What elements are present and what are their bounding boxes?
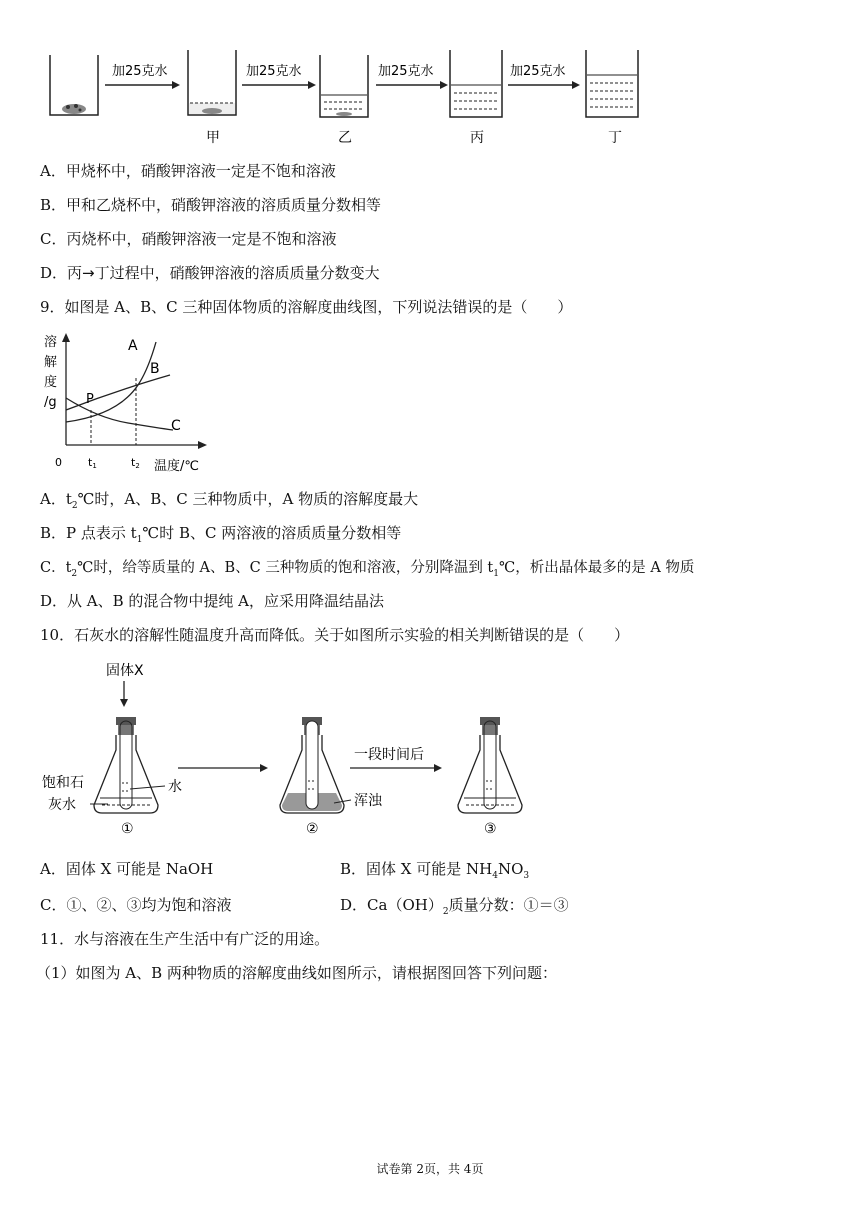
- arrow-label-1: 加25克水: [112, 64, 168, 79]
- turbid-label: 浑浊: [354, 793, 382, 809]
- ylabel-char-2: 解: [44, 355, 58, 370]
- q8-option-d: [40, 262, 380, 283]
- q9-option-c: C．$t_2℃$时，给等质量的 A、B、C 三种物质的饱和溶液，分别降温到 $t_1℃$，析出晶体最多的是 A 物质: [40, 560, 695, 579]
- q8-option-d-pre: D．丙: [40, 264, 83, 282]
- flask-1: [94, 717, 158, 813]
- t2-label: t2: [131, 456, 140, 470]
- saturated-label-1: 饱和石: [42, 775, 84, 791]
- q9-option-b: B．P 点表示 $t_1℃$时 B、C 两溶液的溶质质量分数相等: [40, 524, 402, 545]
- q10-option-d: D．$Ca(OH)_2$质量分数：①＝③: [340, 896, 569, 917]
- arrow-label-3: 加25克水: [378, 64, 434, 79]
- flask-number-1: ①: [121, 821, 134, 837]
- solid-x-label: 固体X: [106, 663, 144, 679]
- beaker-label-jia: 甲: [206, 130, 220, 146]
- ylabel-char-4: /g: [44, 395, 57, 410]
- ylabel-char-3: 度: [44, 375, 58, 390]
- q8-option-c: C．丙烧杯中，硝酸钾溶液一定是不饱和溶液: [40, 230, 337, 248]
- flask-number-2: ②: [306, 821, 319, 837]
- flask-2: [280, 717, 344, 813]
- q10-stem: 10．石灰水的溶解性随温度升高而降低。关于如图所示实验的相关判断错误的是（ ）: [40, 626, 630, 644]
- ylabel-char-1: 溶: [44, 335, 58, 350]
- q8-option-a: A．甲烧杯中，硝酸钾溶液一定是不饱和溶液: [40, 162, 336, 180]
- q8-option-d-post: 丁过程中，硝酸钾溶液的溶质质量分数变大: [94, 264, 380, 282]
- q9-option-d: D．从 A、B 的混合物中提纯 A，应采用降温结晶法: [40, 592, 385, 610]
- q9-stem: 9．如图是 A、B、C 三种固体物质的溶解度曲线图，下列说法错误的是（ ）: [40, 298, 573, 316]
- q11-subquestion-1: （1）如图为 A、B 两种物质的溶解度曲线如图所示，请根据图回答下列问题：: [36, 964, 557, 982]
- solubility-curve-graph: [38, 330, 218, 478]
- beaker-jia: [188, 50, 236, 115]
- q10-option-c: C．①、②、③均为饱和溶液: [40, 896, 232, 914]
- curve-b-label: B: [150, 361, 160, 377]
- origin-label: 0: [55, 456, 62, 469]
- q10-option-a: A．固体 X 可能是 NaOH: [40, 860, 214, 878]
- beaker-label-bing: 丙: [470, 130, 484, 146]
- flask-experiment-figure: [38, 655, 558, 845]
- curve-a-label: A: [128, 338, 138, 354]
- curve-a: [66, 342, 156, 422]
- flask-number-3: ③: [484, 821, 497, 837]
- x-axis-label: 温度/℃: [154, 459, 199, 474]
- flask-3: [458, 717, 522, 813]
- beaker-label-ding: 丁: [608, 130, 622, 146]
- saturated-label-2: 灰水: [48, 797, 76, 813]
- page-footer: 试卷第 2页，共 4页: [376, 1162, 484, 1176]
- beaker-yi: [320, 55, 368, 117]
- beaker-bing: [450, 50, 502, 117]
- after-time-label: 一段时间后: [354, 747, 424, 763]
- arrow-symbol: →: [82, 264, 95, 282]
- water-label: 水: [168, 779, 182, 795]
- beaker-initial: [50, 55, 98, 115]
- beaker-label-yi: 乙: [338, 130, 352, 146]
- q9-option-a: A．$t_2℃$时，A、B、C 三种物质中，A 物质的溶解度最大: [40, 490, 419, 511]
- q10-option-b: B．固体 X 可能是 $NH_4NO_3$: [340, 860, 530, 881]
- q8-option-b: B．甲和乙烧杯中，硝酸钾溶液的溶质质量分数相等: [40, 196, 382, 214]
- t1-label: t1: [88, 456, 97, 470]
- beaker-sequence-figure: [40, 45, 660, 150]
- q11-stem: 11．水与溶液在生产生活中有广泛的用途。: [40, 930, 330, 948]
- point-p-label: P: [86, 392, 94, 407]
- beaker-ding: [586, 50, 638, 117]
- arrow-label-2: 加25克水: [246, 64, 302, 79]
- arrow-label-4: 加25克水: [510, 64, 566, 79]
- curve-c-label: C: [171, 418, 181, 434]
